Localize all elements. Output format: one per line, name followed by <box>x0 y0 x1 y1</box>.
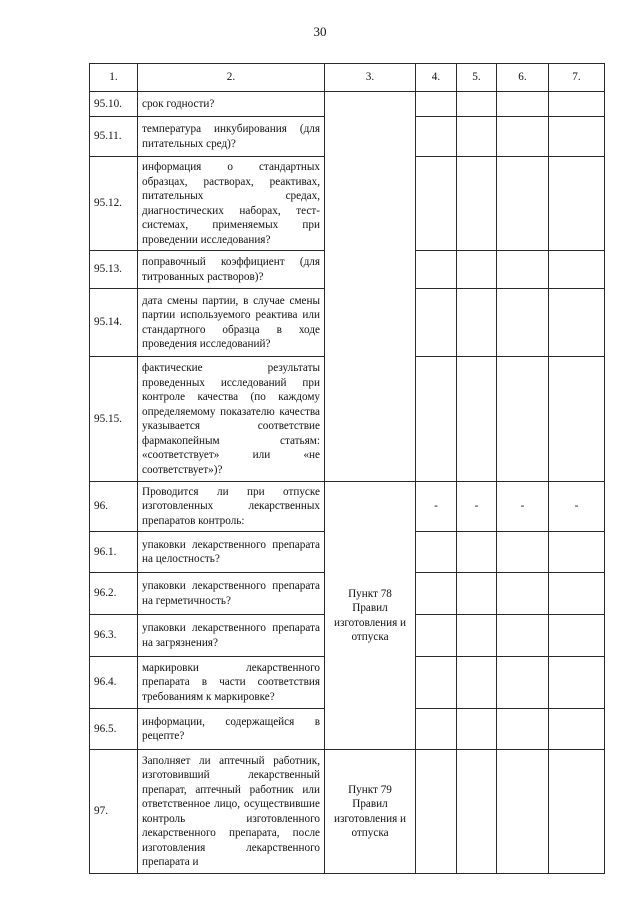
item-question: информации, содержащейся в рецепте? <box>138 709 325 750</box>
answer-cell[interactable] <box>549 709 605 750</box>
answer-cell[interactable] <box>457 289 497 357</box>
answer-cell[interactable] <box>457 117 497 157</box>
item-number: 96.3. <box>90 615 138 657</box>
answer-cell[interactable] <box>457 615 497 657</box>
answer-cell[interactable] <box>497 157 549 251</box>
item-question: упаковки лекарственного препарата на целостность? <box>138 532 325 573</box>
answer-cell[interactable] <box>416 750 457 874</box>
answer-cell[interactable] <box>497 117 549 157</box>
table-row <box>90 750 605 874</box>
checklist-table <box>89 63 605 874</box>
item-number: 96. <box>90 482 138 532</box>
answer-cell[interactable] <box>457 357 497 482</box>
reference-cell: Пункт 78 Правил изготовления и отпуска <box>325 482 416 750</box>
answer-cell[interactable] <box>549 615 605 657</box>
answer-cell[interactable] <box>416 117 457 157</box>
answer-cell[interactable] <box>549 657 605 709</box>
item-number: 97. <box>90 750 138 874</box>
item-number: 96.5. <box>90 709 138 750</box>
answer-cell[interactable] <box>416 357 457 482</box>
item-number: 95.12. <box>90 157 138 251</box>
reference-cell-empty <box>325 92 416 482</box>
reference-cell: Пункт 79 Правил изготовления и отпуска <box>325 750 416 874</box>
column-header: 4. <box>416 64 457 92</box>
answer-cell[interactable] <box>416 532 457 573</box>
item-number: 96.1. <box>90 532 138 573</box>
column-header: 5. <box>457 64 497 92</box>
answer-cell[interactable] <box>549 532 605 573</box>
item-question: фактические результаты проведенных исследований при контроле качества (по каждому определяемому показателю качества указывается соответствие фармакопейным статьям: «соответствует» или «не соответствует»)? <box>138 357 325 482</box>
answer-cell[interactable] <box>549 117 605 157</box>
item-number: 96.2. <box>90 573 138 615</box>
answer-cell[interactable] <box>497 532 549 573</box>
item-question: Заполняет ли аптечный работник, изготовивший лекарственный препарат, аптечный работник или ответственное лицо, осуществившие контроль изготовленного лекарственного препарата, после изготовления лекарственного препарата и <box>138 750 325 874</box>
item-question: поправочный коэффициент (для титрованных растворов)? <box>138 251 325 289</box>
answer-cell[interactable] <box>497 289 549 357</box>
answer-cell[interactable] <box>497 750 549 874</box>
column-header: 3. <box>325 64 416 92</box>
answer-cell[interactable] <box>457 532 497 573</box>
answer-cell[interactable] <box>457 573 497 615</box>
answer-cell[interactable] <box>416 289 457 357</box>
answer-cell[interactable] <box>497 615 549 657</box>
answer-cell[interactable] <box>457 157 497 251</box>
answer-cell[interactable] <box>416 92 457 117</box>
item-number: 95.15. <box>90 357 138 482</box>
item-number: 95.11. <box>90 117 138 157</box>
item-number: 95.14. <box>90 289 138 357</box>
answer-cell[interactable] <box>497 657 549 709</box>
column-header: 6. <box>497 64 549 92</box>
item-question: срок годности? <box>138 92 325 117</box>
answer-cell[interactable] <box>549 573 605 615</box>
answer-cell[interactable] <box>416 615 457 657</box>
answer-cell[interactable] <box>549 289 605 357</box>
answer-cell[interactable] <box>457 92 497 117</box>
dash-mark: - <box>416 482 457 532</box>
item-question: информация о стандартных образцах, растворах, реактивах, питательных средах, диагностических наборах, тест-системах, применяемых при проведении исследования? <box>138 157 325 251</box>
answer-cell[interactable] <box>549 251 605 289</box>
answer-cell[interactable] <box>549 750 605 874</box>
column-header: 7. <box>549 64 605 92</box>
item-question: упаковки лекарственного препарата на герметичность? <box>138 573 325 615</box>
answer-cell[interactable] <box>457 657 497 709</box>
item-number: 96.4. <box>90 657 138 709</box>
item-number: 95.13. <box>90 251 138 289</box>
dash-mark: - <box>497 482 549 532</box>
page-number: 30 <box>313 24 327 39</box>
answer-cell[interactable] <box>416 573 457 615</box>
answer-cell[interactable] <box>497 357 549 482</box>
answer-cell[interactable] <box>497 709 549 750</box>
answer-cell[interactable] <box>497 92 549 117</box>
item-question: температура инкубирования (для питательных сред)? <box>138 117 325 157</box>
answer-cell[interactable] <box>549 92 605 117</box>
answer-cell[interactable] <box>549 157 605 251</box>
answer-cell[interactable] <box>416 251 457 289</box>
item-question: Проводится ли при отпуске изготовленных лекарственных препаратов контроль: <box>138 482 325 532</box>
answer-cell[interactable] <box>416 157 457 251</box>
item-question: дата смены партии, в случае смены партии используемого реактива или стандартного образца в ходе проведения исследований? <box>138 289 325 357</box>
answer-cell[interactable] <box>416 657 457 709</box>
answer-cell[interactable] <box>497 251 549 289</box>
column-header: 1. <box>90 64 138 92</box>
answer-cell[interactable] <box>457 251 497 289</box>
answer-cell[interactable] <box>457 709 497 750</box>
table-row <box>90 92 605 117</box>
table-row <box>90 482 605 532</box>
answer-cell[interactable] <box>457 750 497 874</box>
header-row <box>90 64 605 92</box>
item-question: упаковки лекарственного препарата на загрязнения? <box>138 615 325 657</box>
answer-cell[interactable] <box>416 709 457 750</box>
answer-cell[interactable] <box>549 357 605 482</box>
dash-mark: - <box>549 482 605 532</box>
item-question: маркировки лекарственного препарата в части соответствия требованиям к маркировке? <box>138 657 325 709</box>
dash-mark: - <box>457 482 497 532</box>
answer-cell[interactable] <box>497 573 549 615</box>
item-number: 95.10. <box>90 92 138 117</box>
column-header: 2. <box>138 64 325 92</box>
